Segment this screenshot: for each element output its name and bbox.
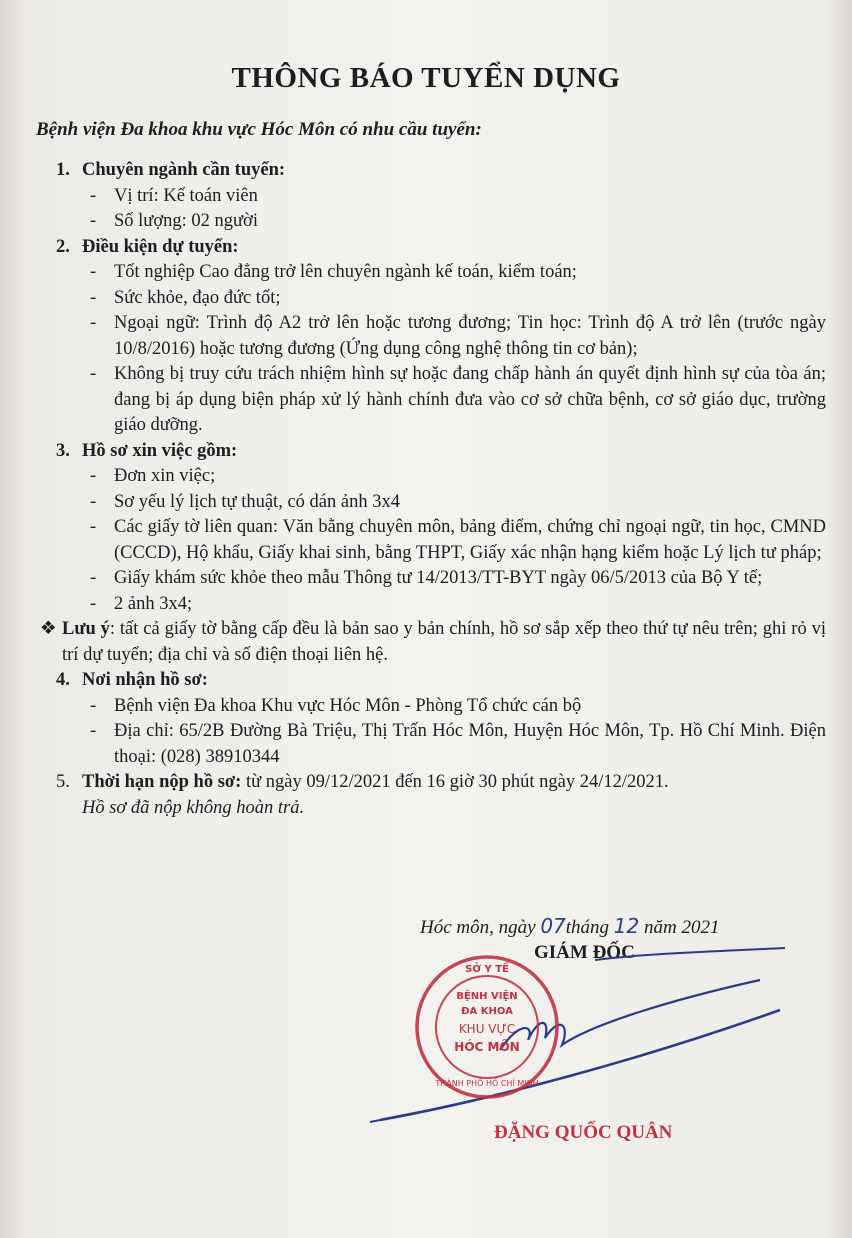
signing-year: năm 2021 <box>639 917 720 938</box>
deadline-text: từ ngày 09/12/2021 đến 16 giờ 30 phút ngày 24/12/2021. <box>241 772 669 792</box>
list-item-text: Giấy khám sức khỏe theo mẫu Thông tư 14/2013/TT-BYT ngày 06/5/2013 của Bộ Y tế; <box>114 568 763 588</box>
dash-bullet: - <box>90 313 97 333</box>
list-item-text: Ngoại ngữ: Trình độ A2 trở lên hoặc tương đương; Tin học: Trình độ A trở lên (trước ngày 10/8/2016) hoặc tương đương (Ứng dụng công nghệ thông tin cơ bản); <box>114 313 826 359</box>
hospital-seal-stamp <box>412 952 562 1102</box>
section-heading-5 <box>36 770 826 796</box>
director-title: GIÁM ĐỐC <box>534 942 635 963</box>
list-item-text: 2 ảnh 3x4; <box>114 593 193 614</box>
list-item-text: Địa chỉ: 65/2B Đường Bà Triệu, Thị Trấn Hóc Môn, Huyện Hóc Môn, Tp. Hồ Chí Minh. Điện thoại: (028) 38910344 <box>114 721 826 767</box>
list-item-text: Sức khỏe, đạo đức tốt; <box>114 287 281 308</box>
list-item <box>36 490 826 516</box>
dash-bullet: - <box>90 211 97 231</box>
handwritten-day: 07 <box>540 914 566 938</box>
list-item <box>36 566 826 592</box>
section-number: 4. <box>56 670 70 690</box>
sections-container <box>36 158 826 617</box>
section-heading-2 <box>36 235 826 261</box>
dash-bullet: - <box>90 466 97 486</box>
stamp-line: ĐA KHOA <box>461 1006 513 1017</box>
dash-bullet: - <box>90 185 97 206</box>
note-label: Lưu ý <box>62 619 110 639</box>
signature-strokes <box>340 930 800 1130</box>
no-return-note: Hồ sơ đã nộp không hoàn trả. <box>82 797 305 818</box>
list-item-text: Sơ yếu lý lịch tự thuật, có dán ảnh 3x4 <box>114 491 400 512</box>
section-heading-3 <box>36 439 826 465</box>
list-item-text: Số lượng: 02 người <box>114 211 258 231</box>
list-item-text: Tốt nghiệp Cao đẳng trở lên chuyên ngành kế toán, kiểm toán; <box>114 262 577 282</box>
dash-bullet: - <box>90 568 97 588</box>
dash-bullet: - <box>90 593 97 614</box>
section-title: Thời hạn nộp hồ sơ: <box>82 772 242 792</box>
section-title: Điều kiện dự tuyển: <box>82 236 239 257</box>
document-title: THÔNG BÁO TUYỂN DỤNG <box>231 62 621 94</box>
section-number: 3. <box>56 440 70 461</box>
handwritten-month: 12 <box>613 914 640 938</box>
dash-bullet: - <box>90 695 97 716</box>
dash-bullet: - <box>90 262 97 282</box>
section-title: Nơi nhận hồ sơ: <box>82 670 208 690</box>
section-heading-1 <box>36 158 826 184</box>
list-item <box>36 515 826 566</box>
section-title: Hồ sơ xin việc gồm: <box>82 440 238 461</box>
section-number: 1. <box>56 160 70 180</box>
dash-bullet: - <box>90 517 97 537</box>
list-item-text: Vị trí: Kế toán viên <box>114 185 258 206</box>
list-item <box>36 209 826 235</box>
section-heading-4 <box>36 668 826 694</box>
stamp-line: HÓC MÔN <box>454 1040 520 1054</box>
section-title: Chuyên ngành cần tuyển: <box>82 160 286 180</box>
stamp-line: BỆNH VIỆN <box>456 991 518 1002</box>
list-item <box>36 184 826 210</box>
list-item-text: Các giấy tờ liên quan: Văn bằng chuyên môn, bảng điểm, chứng chỉ ngoại ngữ, tin học, CMND (CCCD), Hộ khẩu, Giấy khai sinh, bằng THPT, Giấy xác nhận hạng kiểm hoặc Lý lịch tư pháp; <box>114 517 826 563</box>
dash-bullet: - <box>90 491 97 512</box>
director-name: ĐẶNG QUỐC QUÂN <box>494 1122 673 1143</box>
signing-place: Hóc môn, ngày <box>420 917 541 938</box>
list-item <box>36 286 826 312</box>
intro-line: Bệnh viện Đa khoa khu vực Hóc Môn có nhu cầu tuyển: <box>36 119 482 140</box>
month-label: tháng <box>565 917 614 938</box>
section-number: 2. <box>56 236 70 257</box>
dash-bullet: - <box>90 364 97 384</box>
list-item <box>36 464 826 490</box>
list-item-text: Bệnh viện Đa khoa Khu vực Hóc Môn - Phòng Tổ chức cán bộ <box>114 695 582 716</box>
note-body <box>62 617 826 668</box>
document-body <box>36 158 826 821</box>
stamp-top-text: SỞ Y TẾ <box>465 964 509 975</box>
list-item <box>36 260 826 286</box>
diamond-bullet-icon: ❖ <box>40 619 57 639</box>
list-item <box>36 362 826 439</box>
list-item <box>36 719 826 770</box>
note-text: : tất cả giấy tờ bằng cấp đều là bản sao y bản chính, hồ sơ sắp xếp theo thứ tự nêu trên; ghi rỏ vị trí dự tuyển; địa chỉ và số điện thoại liên hệ. <box>62 619 826 665</box>
list-item <box>36 311 826 362</box>
dash-bullet: - <box>90 287 97 308</box>
list-item-text: Đơn xin việc; <box>114 466 216 486</box>
list-item <box>36 694 826 720</box>
list-item <box>36 592 826 618</box>
stamp-ring-text: THÀNH PHỐ HỒ CHÍ MINH <box>435 1079 539 1088</box>
list-item-text: Không bị truy cứu trách nhiệm hình sự hoặc đang chấp hành án quyết định hình sự của tòa án; đang bị áp dụng biện pháp xử lý hành chính đưa vào cơ sở chữa bệnh, cơ sở giáo dục, trường giáo dưỡng. <box>114 364 826 435</box>
stamp-line: KHU VỰC <box>458 1022 516 1036</box>
note-block <box>36 617 826 668</box>
dash-bullet: - <box>90 721 97 741</box>
section-number: 5. <box>56 772 70 792</box>
